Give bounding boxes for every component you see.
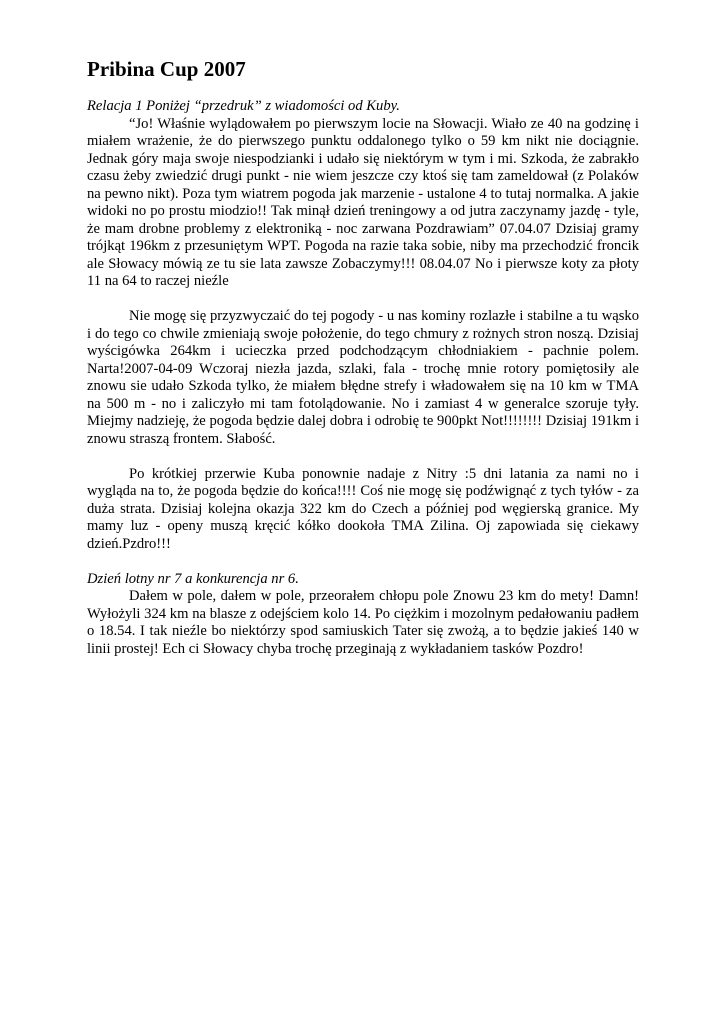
document-page [87,56,639,658]
paragraph-report-1-part-3: Po krótkiej przerwie Kuba ponownie nadaje z Nitry :5 dni latania za nami no i wygląda na to, że pogoda będzie do końca!!!! Coś nie mogę się podźwignąć z tych tyłów - za duża strata. Dzisiaj kolejna okazja 322 km do Czech a później pod węgierską granice. My mamy luz - openy muszą kręcić kółko dookoła TMA Zilina. Oj zapowiada się ciekawy dzień.Pzdro!!! [87,465,639,552]
page-title: Pribina Cup 2007 [87,57,246,81]
paragraph-spacer [87,291,639,309]
paragraph-report-1-part-2: Nie mogę się przyzwyczaić do tej pogody - u nas kominy rozlazłe i stabilne a tu wąsko i do tego co chwile zmieniają swoje położenie, do tego chmury z rożnych stron noszą. Dzisiaj wyścigówka 264km i ucieczka przed podchodzącym chłodniakiem - pachnie polem. Narta!2007-04-09 Wczoraj niezła jazda, szlaki, fala - trochę mnie rotory pomiętosiły ale znowu sie udało Szkoda tylko, że miałem błędne strefy i władowałem się na 10 km w TMA na 500 m - no i zaliczyło mi tam fotolądowanie. No i zamiast 4 w generalce szoruje tyły. Miejmy nadzieję, że pogoda będzie dalej dobra i odrobię te 900pkt Not!!!!!!!! Dzisiaj 191km i znowu straszą frontem. Słabość. [87,308,639,447]
paragraph-day-7: Dałem w pole, dałem w pole, przeorałem chłopu pole Znowu 23 km do mety! Damn! Wyłożyli 324 km na blasze z odejściem kolo 14. Po ciężkim i mozolnym pedałowaniu padłem o 18.54. I tak nieźle bo niektórzy spod samiuskich Tater się zwożą, a to będzie jakieś 140 w linii prostej! Ech ci Słowacy chyba trochę przeginają z wykładaniem tasków Pozdro! [87,588,639,657]
paragraph-spacer [87,553,639,571]
paragraph-report-1-part-1: “Jo! Właśnie wylądowałem po pierwszym locie na Słowacji. Wiało ze 40 na godzinę i miałem wrażenie, że do pierwszego punktu oddalonego tylko o 59 km nikt nie dociągnie. Jednak góry maja swoje niespodzianki i udało się niektórym w tym i mi. Szkoda, że zabrakło czasu żeby zwiedzić drugi punkt - nie wiem jeszcze czy ktoś się tam zameldował (z Polaków na pewno nikt). Poza tym wiatrem pogoda jak marzenie - ustalone 4 to tutaj normalka. A jakie widoki no po prostu miodzio!! Tak minął dzień treningowy a od jutra zaczynamy jazdę - tyle, że mam drobne problemy z elektroniką - noc zarwana Pozdrawiam” 07.04.07 Dzisiaj gramy trójkąt 196km z przesuniętym WPT. Pogoda na razie taka sobie, niby ma przechodzić froncik ale Słowacy mówią ze tu sie lata zawsze Zobaczymy!!! 08.04.07 No i pierwsze koty za płoty 11 na 64 to raczej nieźle [87,115,639,289]
section-heading-day-7: Dzień lotny nr 7 a konkurencja nr 6. [87,570,299,587]
paragraph-spacer [87,448,639,466]
section-heading-report-1: Relacja 1 Poniżej “przedruk” z wiadomości od Kuby. [87,98,400,114]
